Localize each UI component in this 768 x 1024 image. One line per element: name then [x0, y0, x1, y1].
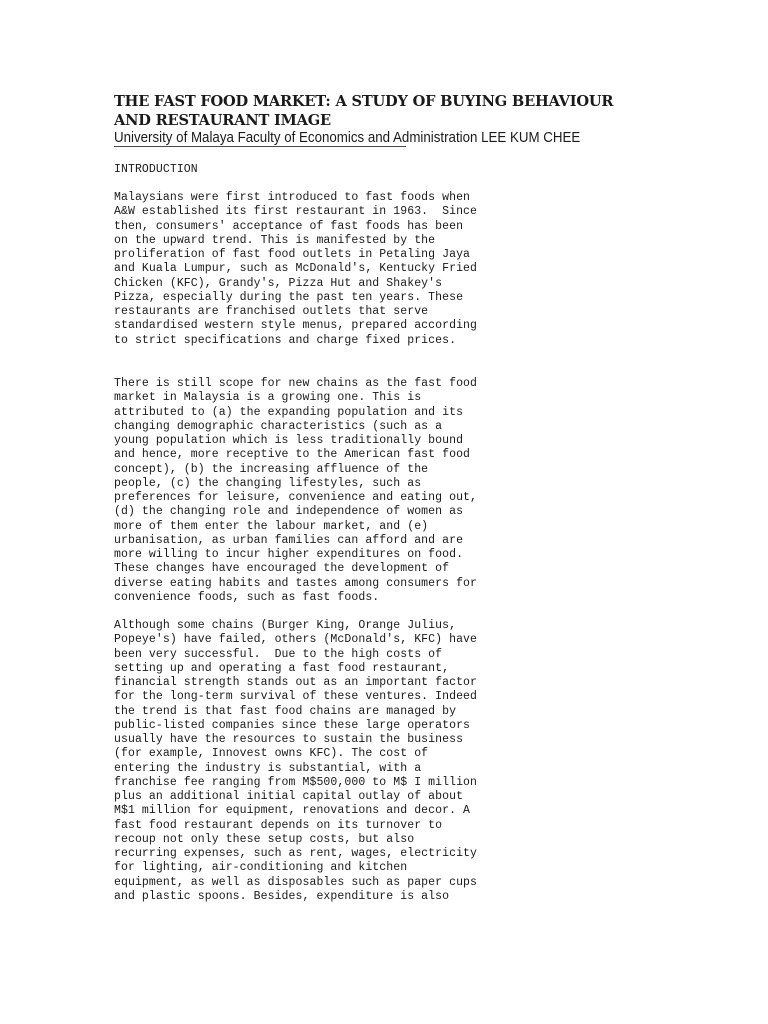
section-heading: INTRODUCTION [114, 163, 198, 176]
paragraph-1: Malaysians were first introduced to fast foods when A&W established its first restaurant in 1963. Since then, consumers' acceptance of fast foods has been on the upward trend. This is manifested by the proliferation of fast food outlets in Petaling Jaya and Kuala Lumpur, such as McDonald's, Kentucky Fried Chicken (KFC), Grandy's, Pizza Hut and Shakey's Pizza, especially during the past ten years. These restaurants are franchised outlets that serve standardised western style menus, prepared according to strict specifications and charge fixed prices. [114, 191, 478, 347]
document-byline: University of Malaya Faculty of Economics and Administration LEE KUM CHEE [114, 130, 581, 146]
paragraph-2: There is still scope for new chains as the fast food market in Malaysia is a growing one. This is attributed to (a) the expanding population and its changing demographic characteristics (such as a young population which is less traditionally bound and hence, more receptive to the American fast food concept), (b) the increasing affluence of the people, (c) the changing lifestyles, such as preferences for leisure, convenience and eating out, (d) the changing role and independence of women as more of them enter the labour market, and (e) urbanisation, as urban families can afford and are more willing to incur higher expenditures on food. These changes have encouraged the development of diverse eating habits and tastes among consumers for convenience foods, such as fast foods. [114, 377, 478, 604]
byline-underline [114, 146, 406, 147]
paragraph-3: Although some chains (Burger King, Orange Julius, Popeye's) have failed, others (McDonald's, KFC) have been very successful. Due to the high costs of setting up and operating a fast food restaurant, financial strength stands out as an important factor for the long-term survival of these ventures. Indeed the trend is that fast food chains are managed by public-listed companies since these large operators usually have the resources to sustain the business (for example, Innovest owns KFC). The cost of entering the industry is substantial, with a franchise fee ranging from M$500,000 to M$ I million plus an additional initial capital outlay of about M$1 million for equipment, renovations and decor. A fast food restaurant depends on its turnover to recoup not only these setup costs, but also recurring expenses, such as rent, wages, electricity for lighting, air-conditioning and kitchen equipment, as well as disposables such as paper cups and plastic spoons. Besides, expenditure is also [114, 619, 478, 903]
document-title: THE FAST FOOD MARKET: A STUDY OF BUYING BEHAVIOUR AND RESTAURANT IMAGE [114, 93, 614, 129]
